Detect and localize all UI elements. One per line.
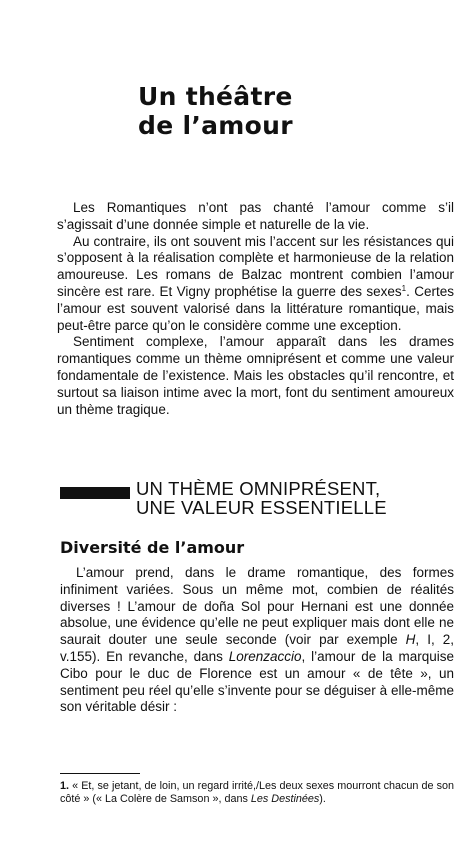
footnote-reference: 1 [401, 283, 407, 293]
chapter-title-line-2: de l’amour [138, 111, 293, 140]
footnote-divider [60, 773, 140, 774]
section-heading-line-1: UN THÈME OMNIPRÉSENT, [136, 478, 381, 499]
section-heading-bar [60, 487, 130, 499]
work-title: Lorenzaccio [228, 648, 302, 664]
footnote-text-a: « Et, se jetant, de loin, un regard irrité,/Les deux sexes mourront chacun de son côté » (« La Colère de Samson », dans [60, 780, 455, 805]
chapter-title-line-1: Un théâtre [138, 82, 293, 111]
intro-paragraph-2-text-a: Au contraire, ils ont souvent mis l’accent sur les résistances qui s’opposent à la réalisation complète et harmonieuse de la relation amoureuse. Les romans de Balzac montrent combien l’amour sincère est rare. Et Vigny prophétise la guerre des sexes [57, 233, 454, 299]
section-heading-text [136, 479, 387, 517]
intro-paragraph-2-text-b: . Certes l’amour est souvent valorisé dans la littérature romantique, mais peut-être parce qu’on le considère comme une exception. [57, 283, 454, 333]
footnote [60, 780, 454, 806]
body-paragraph-1-text-c: , l’amour de la marquise Cibo pour le duc de Florence est un amour « de tête », un sentiment peu réel qu’elle s’invente pour se déguiser à elle-même son véritable désir : [60, 648, 454, 715]
body-text [60, 565, 454, 716]
footnote-number: 1. [60, 780, 70, 792]
chapter-title [138, 82, 293, 140]
intro-text [57, 200, 454, 418]
body-paragraph-1-text-b: , I, 2, v.155). En revanche, dans [60, 632, 454, 664]
footnote-work-title: Les Destinées [250, 793, 320, 805]
work-abbreviation: H [405, 632, 416, 648]
body-paragraph-1-text-a: L’amour prend, dans le drame romantique, des formes infiniment variées. Sous un même mot, combien de réalités diverses ! L’amour de doña Sol pour Hernani est une donnée absolue, une évidence qu’elle ne peut expliquer mais dont elle ne saurait douter une seule seconde (voir par exemple [60, 565, 454, 648]
intro-paragraph-1: Les Romantiques n’ont pas chanté l’amour comme s’il s’agissait d’une donnée simple et naturelle de la vie. [57, 200, 454, 232]
body-paragraph-1 [60, 565, 454, 716]
intro-paragraph-2 [57, 234, 454, 335]
footnote-text-b: ). [319, 793, 326, 805]
section-heading-line-2: UNE VALEUR ESSENTIELLE [136, 497, 387, 518]
subsection-heading: Diversité de l’amour [60, 538, 245, 557]
intro-paragraph-3: Sentiment complexe, l’amour apparaît dans les drames romantiques comme un thème omniprésent et comme une valeur fondamentale de l’existence. Mais les obstacles qu’il rencontre, et surtout sa liaison intime avec la mort, font du sentiment amoureux un thème tragique. [57, 334, 454, 417]
